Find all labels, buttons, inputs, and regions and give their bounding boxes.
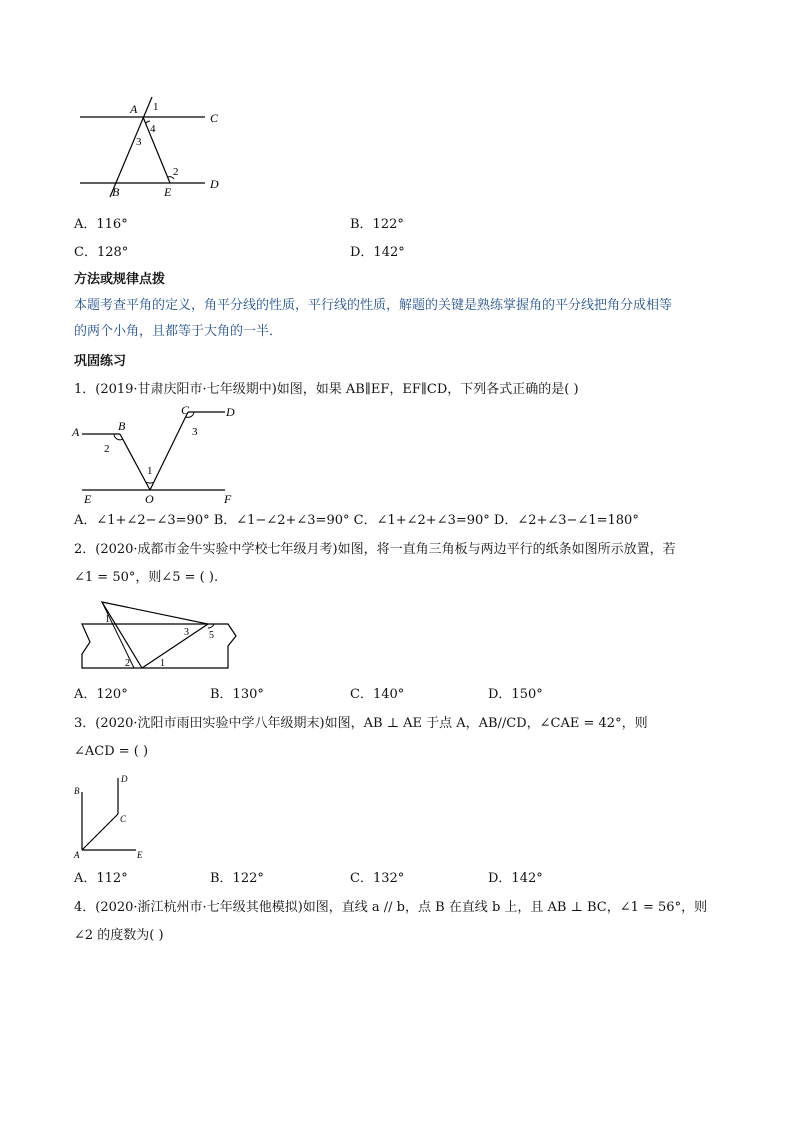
- label-B: B: [112, 185, 120, 199]
- q3-label-A: A: [74, 850, 80, 860]
- q2-option-d[interactable]: D．150°: [488, 687, 543, 702]
- q3-option-c[interactable]: C．132°: [350, 871, 405, 886]
- label-E: E: [164, 185, 172, 199]
- q1-stem: 1．(2019·甘肃庆阳市·七年级期中)如图，如果 AB∥EF，EF∥CD，下列各式正确的是( ): [74, 382, 579, 397]
- q3-label-D: D: [121, 774, 128, 784]
- label-C: C: [210, 111, 219, 125]
- q1-label-O: O: [145, 492, 154, 506]
- label-1: 1: [153, 101, 159, 113]
- option-c[interactable]: C．128°: [74, 245, 129, 260]
- option-b[interactable]: B．122°: [350, 217, 404, 232]
- q1-label-D: D: [226, 405, 235, 419]
- q3-option-d[interactable]: D．142°: [488, 871, 543, 886]
- q3-stem-line-1: 3．(2020·沈阳市雨田实验中学八年级期末)如图，AB ⊥ AE 于点 A，AB//CD，∠CAE = 42°，则: [74, 716, 648, 731]
- q1-arc-1: [146, 482, 154, 483]
- figure-parallel-lines-top: [70, 95, 240, 205]
- q3-stem-line-2: ∠ACD = ( ): [74, 744, 149, 759]
- figure-q1: [70, 402, 245, 507]
- q1-label-C: C: [181, 403, 190, 417]
- figure-q3: [72, 770, 152, 862]
- q4-stem-line-1: 4．(2020·浙江杭州市·七年级其他模拟)如图，直线 a // b，点 B 在直线 b 上，且 AB ⊥ BC，∠1 = 56°，则: [74, 900, 708, 915]
- q2-label-1b: 1: [160, 658, 165, 669]
- method-line-1: 本题考查平角的定义，角平分线的性质，平行线的性质，解题的关键是熟练掌握角的平分线把角分成相等: [74, 298, 673, 313]
- q3-option-a[interactable]: A．112°: [74, 871, 128, 886]
- q1-line-bo: [120, 434, 150, 490]
- practice-heading: 巩固练习: [74, 354, 127, 369]
- figure-q2: [76, 596, 246, 674]
- q1-label-A: A: [72, 425, 80, 439]
- q2-option-a[interactable]: A．120°: [74, 687, 128, 702]
- q2-option-c[interactable]: C．140°: [350, 687, 405, 702]
- q2-stem-line-1: 2．(2020·成都市金牛实验中学校七年级月考)如图，将一直角三角板与两边平行的纸条如图所示放置，若: [74, 542, 676, 557]
- q2-label-3: 3: [184, 627, 189, 638]
- method-heading: 方法或规律点拨: [74, 272, 166, 287]
- label-3: 3: [136, 136, 142, 148]
- q3-label-B: B: [74, 786, 80, 796]
- q3-line-ac: [82, 814, 118, 850]
- q1-label-2: 2: [104, 443, 110, 455]
- option-d[interactable]: D．142°: [350, 245, 405, 260]
- q1-label-1: 1: [147, 465, 153, 477]
- q2-label-1: 1: [105, 614, 110, 625]
- q1-label-3: 3: [192, 426, 198, 438]
- line-ae: [143, 117, 170, 183]
- label-A: A: [130, 102, 138, 116]
- q3-option-b[interactable]: B．122°: [210, 871, 264, 886]
- q2-option-b[interactable]: B．130°: [210, 687, 264, 702]
- label-D: D: [210, 177, 219, 191]
- q4-stem-line-2: ∠2 的度数为( ): [74, 928, 164, 943]
- q3-label-C: C: [120, 814, 127, 824]
- q2-arc-5: [208, 624, 214, 628]
- q2-stem-line-2: ∠1 = 50°，则∠5 = ( ).: [74, 570, 219, 585]
- method-line-2: 的两个小角，且都等于大角的一半．: [74, 324, 283, 339]
- q3-label-E: E: [137, 850, 143, 860]
- q1-label-E: E: [84, 492, 92, 506]
- q1-label-F: F: [224, 492, 232, 506]
- q1-line-oc: [150, 412, 188, 490]
- q1-label-B: B: [118, 419, 126, 433]
- q2-label-2: 2: [125, 658, 130, 669]
- q1-options[interactable]: A．∠1+∠2−∠3=90° B．∠1−∠2+∠3=90° C．∠1+∠2+∠3=90° D．∠2+∠3−∠1=180°: [74, 513, 639, 528]
- q2-label-5: 5: [209, 630, 214, 641]
- label-4: 4: [150, 123, 156, 135]
- option-a[interactable]: A．116°: [74, 217, 128, 232]
- label-2: 2: [173, 166, 179, 178]
